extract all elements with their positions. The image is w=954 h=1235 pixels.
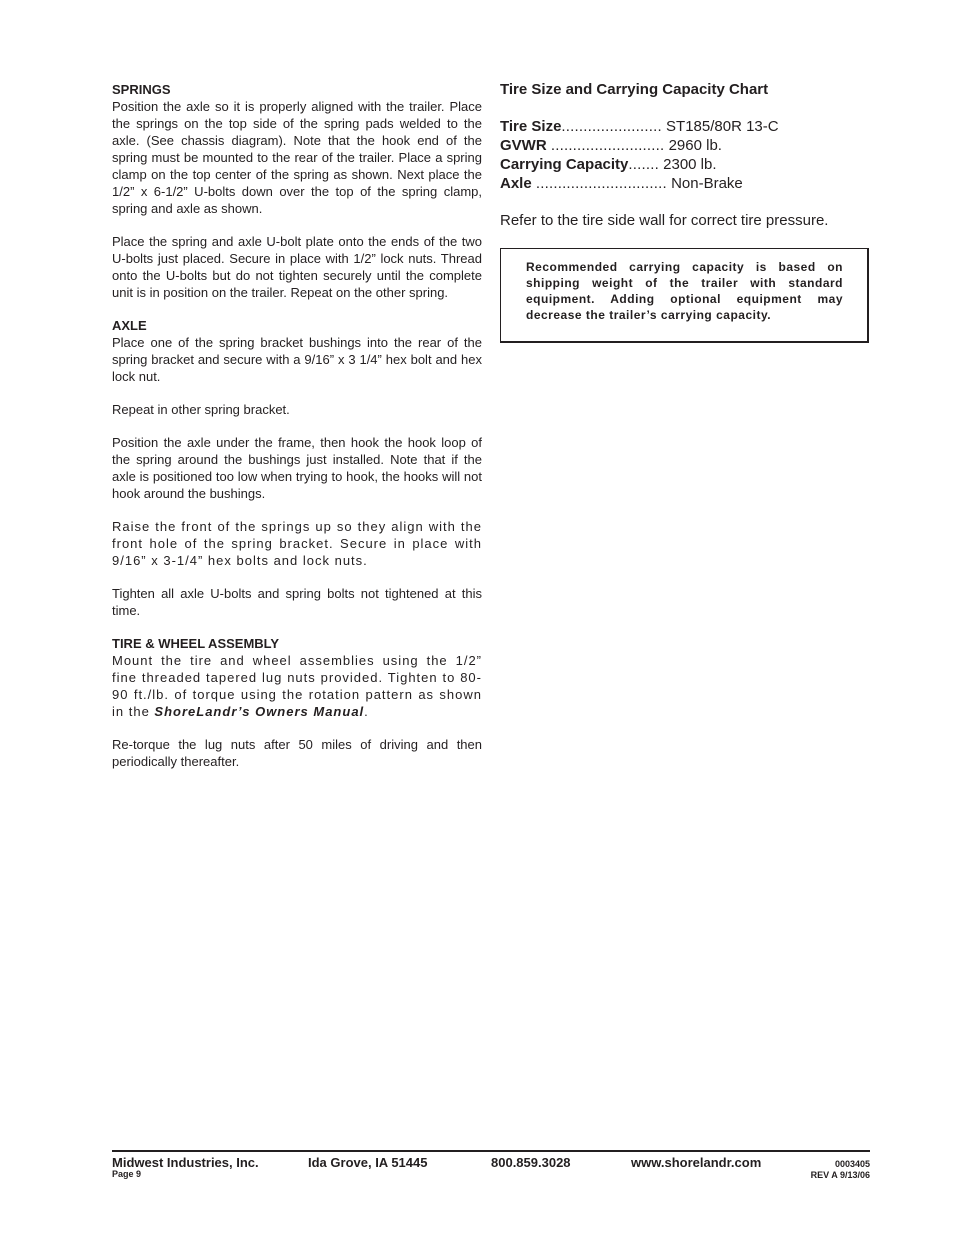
axle-paragraph-5: Tighten all axle U-bolts and spring bolts not tightened at this time. — [112, 586, 482, 618]
axle-paragraph-1: Place one of the spring bracket bushings into the rear of the spring bracket and secure with a 9/16” x 3 1/4” hex bolt and hex lock nut. — [112, 335, 482, 384]
spec-value: Non-Brake — [671, 175, 743, 192]
tire-paragraph-1-text: Mount the tire and wheel assemblies using the 1/2” fine threaded tapered lug nuts provided. Tighten to 80-90 ft./lb. of torque using the rotation pattern as shown in the — [112, 653, 482, 719]
axle-paragraph-3: Position the axle under the frame, then hook the hook loop of the spring around the bushings just installed. Note that if the axle is positioned too low when trying to hook, the hooks will not hook around the bushings. — [112, 435, 482, 501]
spec-label: GVWR — [500, 137, 547, 154]
tire-paragraph-1-end: . — [364, 704, 369, 719]
spec-label: Carrying Capacity — [500, 156, 629, 173]
spec-list — [500, 117, 870, 193]
spec-value: 2960 lb. — [668, 137, 722, 154]
springs-paragraph-2: Place the spring and axle U-bolt plate onto the ends of the two U-bolts just placed. Secure in place with 1/2” lock nuts. Thread onto the U-bolts but do not tighten securely until the complete unit is in position on the trailer. Repeat on the other spring. — [112, 234, 482, 300]
doc-number: 0003405 — [834, 1159, 870, 1169]
tire-wheel-heading: TIRE & WHEEL ASSEMBLY — [112, 636, 280, 651]
spec-value: ST185/80R 13-C — [666, 118, 779, 135]
axle-heading: AXLE — [112, 318, 147, 333]
capacity-chart-title: Tire Size and Carrying Capacity Chart — [500, 81, 769, 98]
springs-heading: SPRINGS — [112, 82, 171, 97]
revision-label: REV A 9/13/06 — [810, 1170, 870, 1180]
spec-leader: .......................... — [550, 137, 665, 154]
footer-divider — [112, 1150, 870, 1152]
left-column — [112, 81, 482, 786]
spec-leader: ....... — [628, 156, 659, 173]
tire-paragraph-2: Re-torque the lug nuts after 50 miles of driving and then periodically thereafter. — [112, 737, 482, 769]
capacity-warning-box: Recommended carrying capacity is based on shipping weight of the trailer with standard equipment. Adding optional equipment may decrease the trailer’s carrying capacity. — [500, 248, 869, 343]
tire-pressure-note: Refer to the tire side wall for correct tire pressure. — [500, 212, 829, 229]
spec-leader: ....................... — [561, 118, 662, 135]
axle-paragraph-4: Raise the front of the springs up so they align with the front hole of the spring bracket. Secure in place with 9/16” x 3-1/4” hex bolts and lock nuts. — [112, 519, 482, 568]
owners-manual-title: ShoreLandr’s Owners Manual — [154, 704, 365, 719]
spec-value: 2300 lb. — [663, 156, 717, 173]
footer-phone: 800.859.3028 — [491, 1155, 571, 1170]
tire-paragraph-1 — [112, 652, 482, 720]
spec-row-tire-size — [500, 117, 870, 136]
footer-website: www.shorelandr.com — [631, 1155, 762, 1170]
footer-location: Ida Grove, IA 51445 — [308, 1155, 428, 1170]
spec-row-gvwr — [500, 136, 870, 155]
spec-row-axle — [500, 174, 870, 193]
page-number: Page 9 — [112, 1169, 142, 1179]
spec-row-carrying-capacity — [500, 155, 870, 174]
spec-label: Axle — [500, 175, 532, 192]
spec-label: Tire Size — [500, 118, 562, 135]
springs-paragraph-1: Position the axle so it is properly aligned with the trailer. Place the springs on the top side of the spring pads welded to the axle. (See chassis diagram). Note that the hook end of the spring must be mounted to the rear of the trailer. Place a spring clamp on the top center of the spring as shown. Next place the 1/2” x 6-1/2” U-bolts down over the top of the spring clamp, spring and axle as shown. — [112, 99, 482, 216]
footer-company: Midwest Industries, Inc. — [112, 1155, 259, 1170]
spec-leader: .............................. — [535, 175, 667, 192]
right-column — [500, 80, 870, 343]
axle-paragraph-2: Repeat in other spring bracket. — [112, 402, 290, 417]
